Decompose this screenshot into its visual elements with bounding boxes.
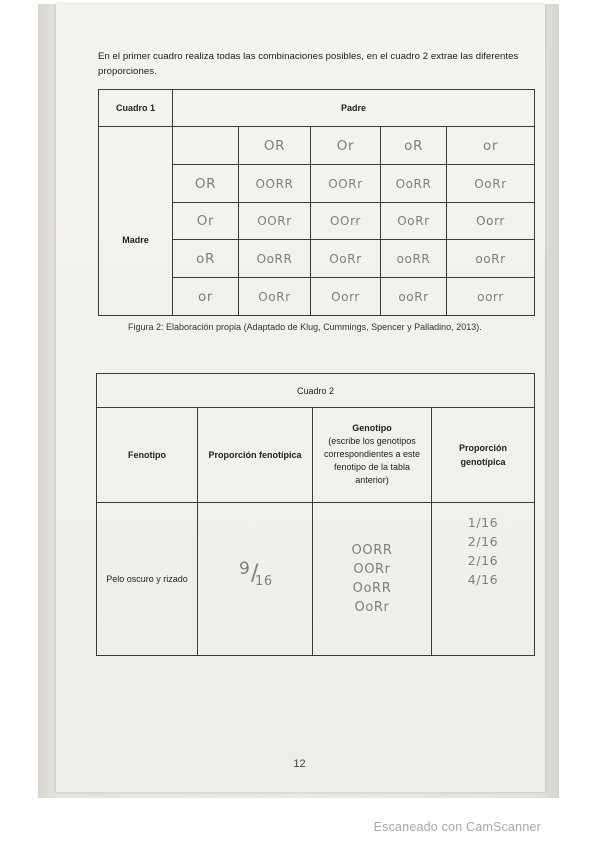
- instructions-text: En el primer cuadro realiza todas las combinaciones posibles, en el cuadro 2 extrae las diferentes proporciones.: [98, 51, 519, 77]
- genotype-cell: Oorr: [311, 278, 381, 316]
- cuadro-2-title: Cuadro 2: [97, 374, 535, 408]
- genotype-cell: OoRR: [239, 240, 311, 278]
- genotype-entry: OoRr: [354, 600, 390, 615]
- genotipos-cell: [313, 503, 432, 656]
- padre-gamete: or: [447, 127, 535, 165]
- camscanner-watermark: Escaneado con CamScanner: [373, 820, 541, 834]
- proporciones-cell: [432, 503, 535, 656]
- genotype-cell: OOrr: [311, 203, 381, 240]
- cuadro-1-table: [98, 89, 535, 316]
- proportion-entry: 4/16: [467, 572, 499, 587]
- genotype-cell: OoRr: [381, 203, 447, 240]
- page-number: 12: [293, 758, 306, 770]
- genotype-cell: ooRR: [381, 240, 447, 278]
- genotype-entry: OORr: [353, 562, 391, 577]
- genotype-cell: OoRr: [447, 165, 535, 203]
- genotype-cell: OORr: [311, 165, 381, 203]
- genotipo-header-desc: (escribe los genotipos correspondientes a este fenotipo de la tabla anterior): [323, 436, 421, 485]
- genotype-cell: OoRR: [381, 165, 447, 203]
- madre-gamete: OR: [173, 165, 239, 203]
- genotype-entry: OoRR: [352, 581, 392, 596]
- madre-gamete: Or: [173, 203, 239, 240]
- proporcion-genotipica-header: Proporción genotípica: [432, 408, 535, 503]
- figure-caption: Figura 2: Elaboración propia (Adaptado de Klug, Cummings, Spencer y Palladino, 2013).: [128, 322, 482, 332]
- proporcion-fenotipica-value: [198, 503, 313, 656]
- genotype-cell: OORR: [239, 165, 311, 203]
- cuadro-2-table: [96, 373, 535, 656]
- padre-gamete: oR: [381, 127, 447, 165]
- fenotipo-header: Fenotipo: [97, 408, 198, 503]
- proportion-entry: 1/16: [467, 515, 499, 530]
- cuadro-1-title: Cuadro 1: [99, 90, 173, 127]
- genotype-entry: OORR: [351, 543, 393, 558]
- genotype-cell: oorr: [447, 278, 535, 316]
- genotipo-header: [313, 408, 432, 503]
- genotype-cell: Oorr: [447, 203, 535, 240]
- proportion-entry: 2/16: [467, 534, 499, 549]
- genotype-cell: ooRr: [447, 240, 535, 278]
- fraction-bar: /: [251, 561, 260, 586]
- fraction-denominator: 16: [255, 574, 273, 589]
- genotype-cell: OORr: [239, 203, 311, 240]
- fenotipo-value: Pelo oscuro y rizado: [97, 503, 198, 656]
- genotipo-header-title: Genotipo: [352, 423, 392, 433]
- fraction-numerator: 9: [239, 559, 251, 579]
- madre-header: Madre: [99, 165, 173, 316]
- proportion-entry: 2/16: [467, 553, 499, 568]
- corner-cell: [99, 127, 173, 165]
- madre-gamete: or: [173, 278, 239, 316]
- padre-header: Padre: [173, 90, 535, 127]
- genotype-cell: OoRr: [311, 240, 381, 278]
- padre-gamete: Or: [311, 127, 381, 165]
- padre-gamete: OR: [239, 127, 311, 165]
- empty-cell: [173, 127, 239, 165]
- genotype-cell: ooRr: [381, 278, 447, 316]
- madre-gamete: oR: [173, 240, 239, 278]
- genotype-cell: OoRr: [239, 278, 311, 316]
- proporcion-fenotipica-header: Proporción fenotípica: [198, 408, 313, 503]
